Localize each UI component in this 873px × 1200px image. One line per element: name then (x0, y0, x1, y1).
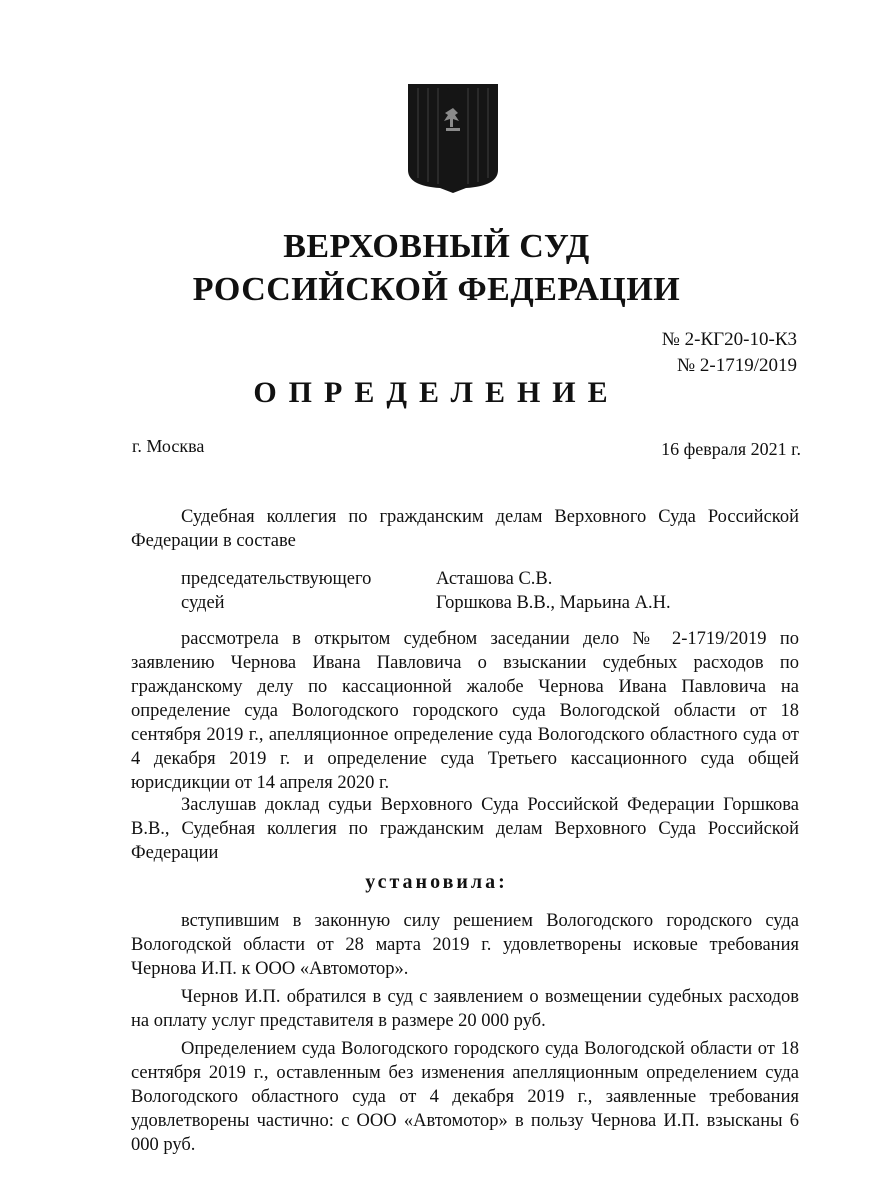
chair-label: председательствующего (181, 569, 372, 589)
intro-text: Судебная коллегия по гражданским делам Верховного Суда Российской Федерации в составе (131, 507, 799, 551)
judges-label: судей (181, 593, 225, 613)
heard-text: Заслушав доклад судьи Верховного Суда Российской Федерации Горшкова В.В., Судебная коллегия по гражданским делам Верховного Суда Российской Федерации (131, 795, 799, 863)
paragraph-2 (131, 985, 799, 1033)
paragraph-3 (131, 1037, 799, 1157)
case-number-1: № 2-КГ20-10-К3 (661, 329, 797, 350)
document-title: ОПРЕДЕЛЕНИЕ (253, 376, 620, 409)
paragraph-1 (131, 909, 799, 981)
case-numbers (662, 327, 797, 379)
court-name-line1: ВЕРХОВНЫЙ СУД (283, 228, 590, 265)
paragraph-3-text: Определением суда Вологодского городского суда Вологодской области от 18 сентября 2019 г., оставленным без изменения апелляционным определением суда Вологодского областного суда от 4 декабря 2019 г., заявленные требования удовлетворены частично: с ООО «Автомотор» в пользу Чернова И.П. взысканы 6 000 руб. (131, 1039, 799, 1155)
intro-paragraph (131, 505, 799, 553)
paragraph-1-text: вступившим в законную силу решением Вологодского городского суда Вологодской области от 28 марта 2019 г. удовлетворены исковые требования Чернова И.П. к ООО «Автомотор». (131, 911, 799, 979)
resolved-heading: установила: (365, 871, 508, 893)
date: 16 февраля 2021 г. (661, 439, 801, 459)
paragraph-2-text: Чернов И.П. обратился в суд с заявлением о возмещении судебных расходов на оплату услуг представителя в размере 20 000 руб. (131, 987, 799, 1031)
considered-paragraph (131, 627, 799, 795)
judges-names: Горшкова В.В., Марьина А.Н. (436, 593, 671, 613)
place: г. Москва (132, 436, 205, 456)
court-name-line2: РОССИЙСКОЙ ФЕДЕРАЦИИ (192, 271, 681, 308)
chair-name: Асташова С.В. (436, 569, 553, 589)
composition-labels (181, 567, 371, 615)
heard-paragraph (131, 793, 799, 865)
coat-of-arms-icon (406, 82, 500, 194)
case-number-2: № 2-1719/2019 (677, 355, 797, 376)
composition-values (436, 567, 671, 615)
considered-text: рассмотрела в открытом судебном заседании дело № 2-1719/2019 по заявлению Чернова Ивана Павловича о взыскании судебных расходов по гражданскому делу по кассационной жалобе Чернова Ивана Павловича на определение суда Вологодского городского суда Вологодской области от 18 сентября 2019 г., апелляционное определение суда Вологодского областного суда от 4 декабря 2019 г. и определение суда Третьего кассационного суда общей юрисдикции от 14 апреля 2020 г. (131, 629, 799, 793)
